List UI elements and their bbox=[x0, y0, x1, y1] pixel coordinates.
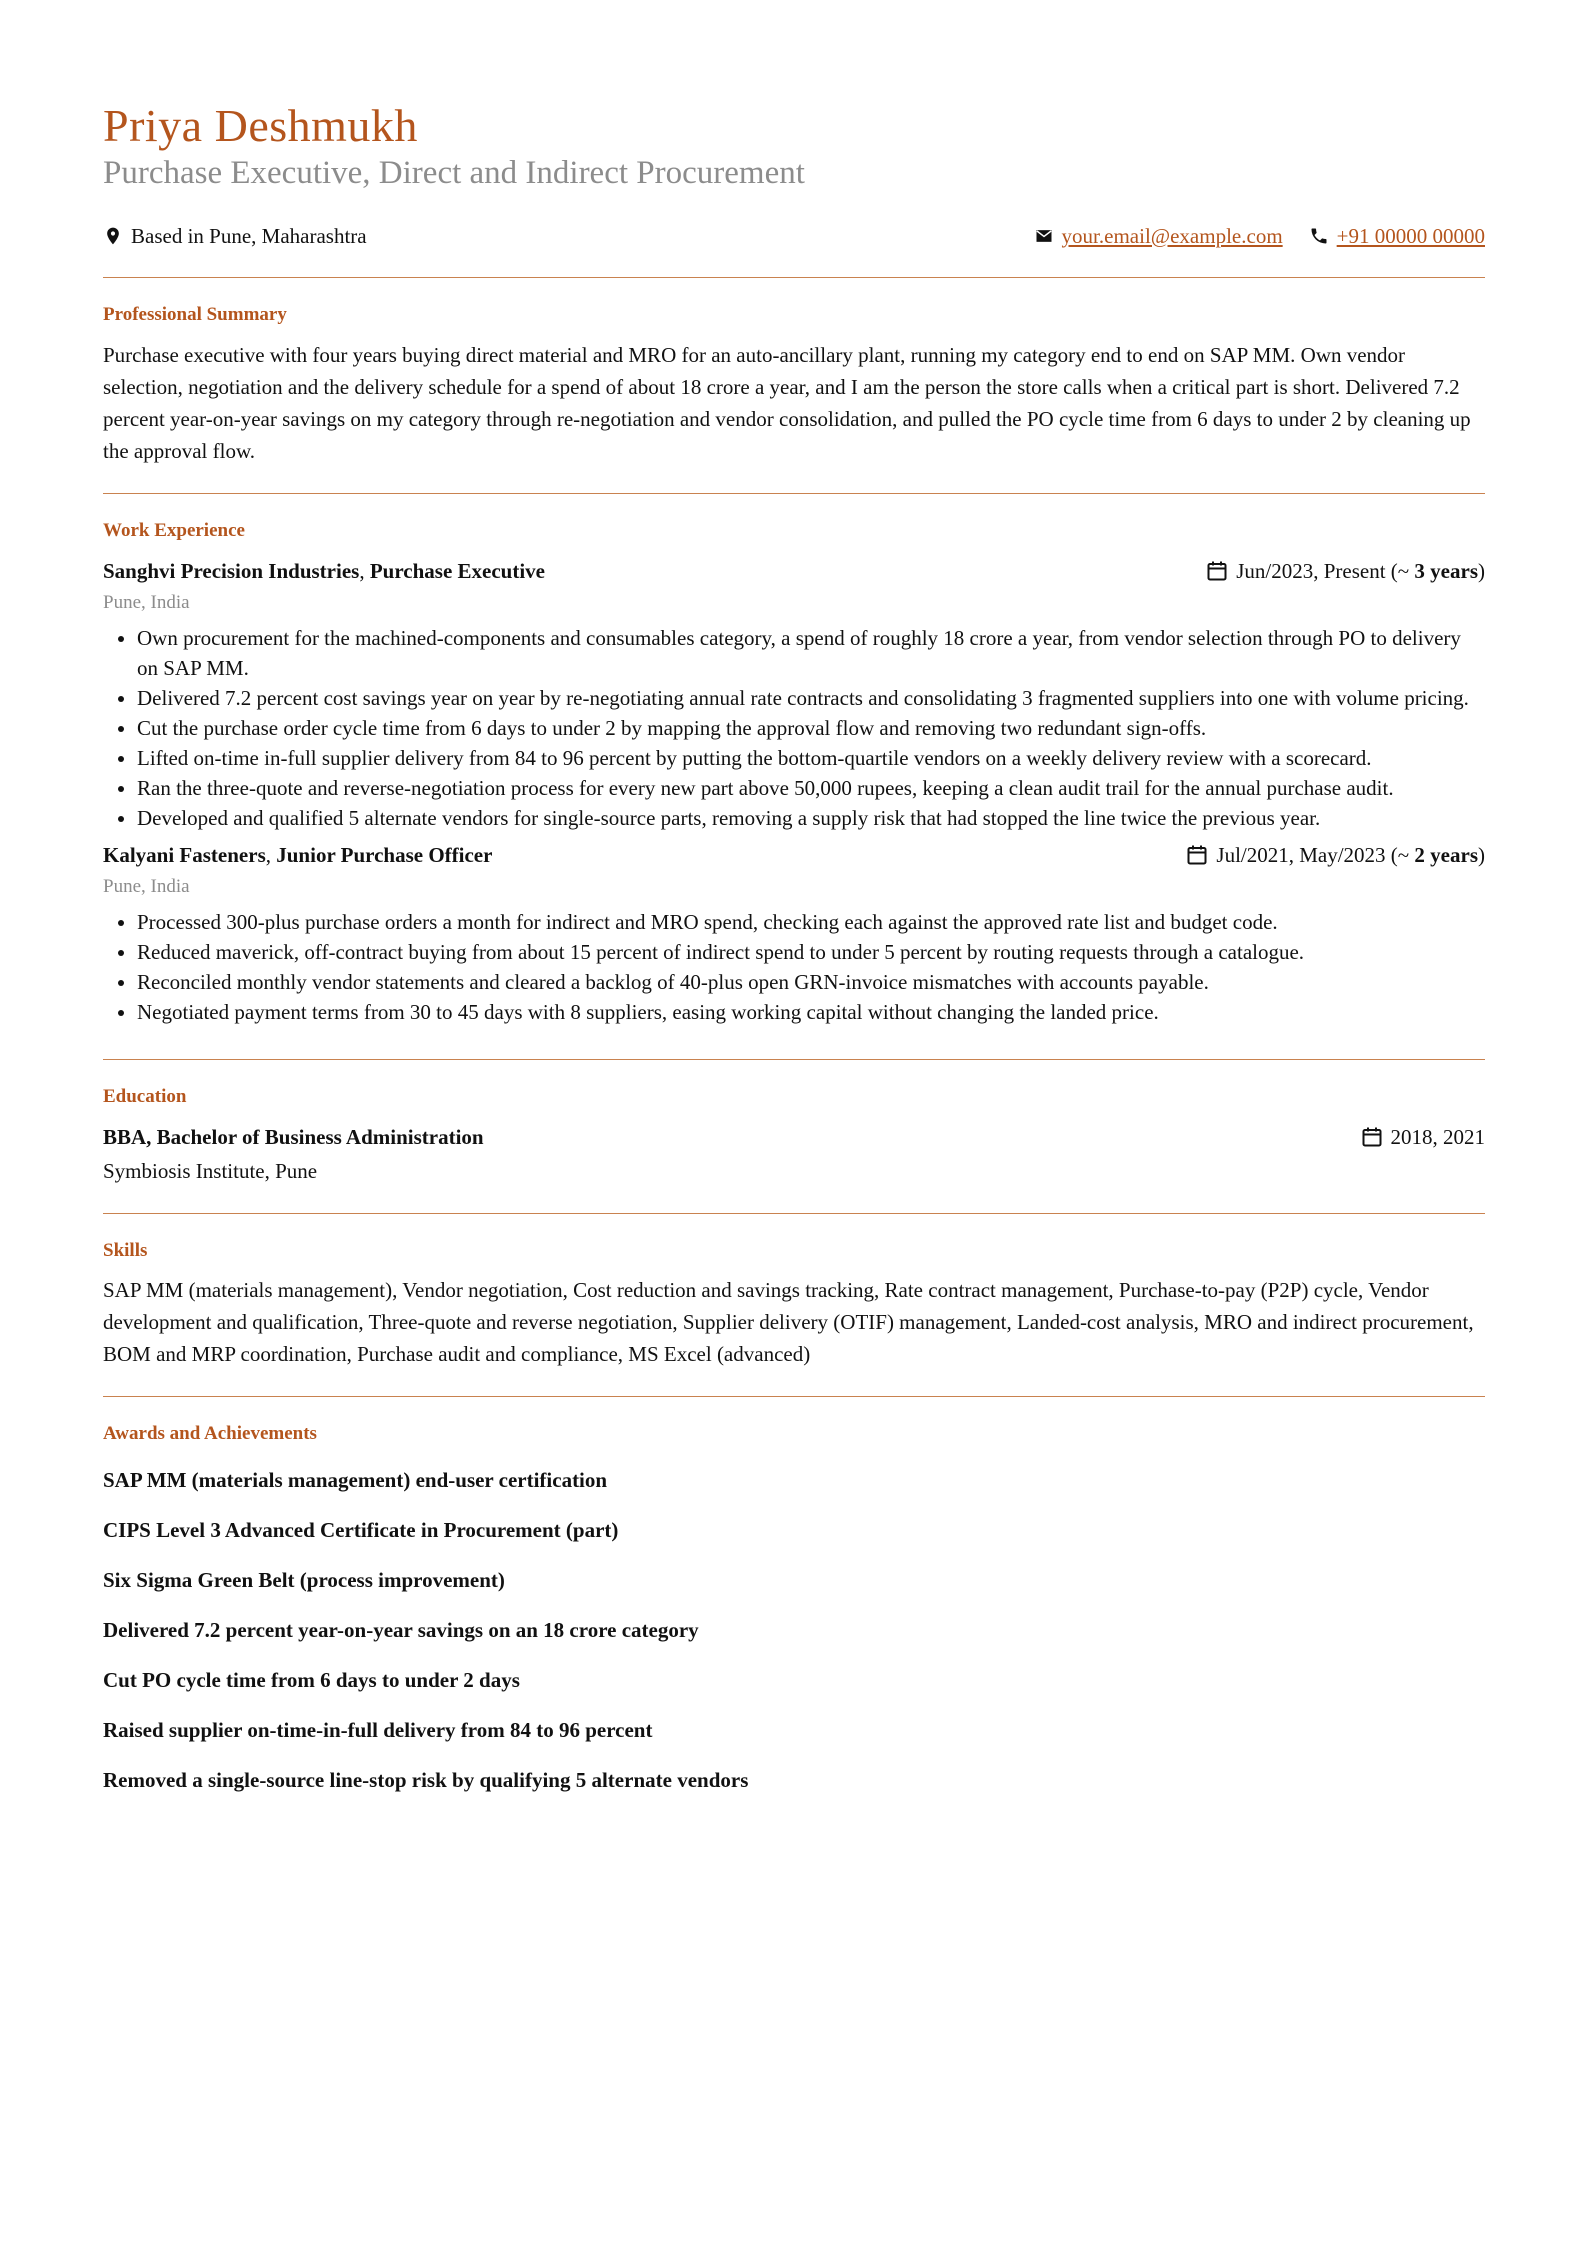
experience-section bbox=[103, 494, 1485, 1059]
education-section bbox=[103, 1060, 1485, 1213]
bullet-item: • Reduced maverick, off-contract buying from about 15 percent of indirect spend to under 5 percent by routing requests through a catalogue. bbox=[137, 937, 1485, 967]
company-name: Sanghvi Precision Industries bbox=[103, 558, 360, 583]
job-header bbox=[103, 555, 1485, 587]
duration: 2 years bbox=[1414, 842, 1478, 867]
job-location: Pune, India bbox=[103, 591, 190, 613]
location-item bbox=[103, 224, 367, 249]
award-item: Six Sigma Green Belt (process improvement) bbox=[103, 1568, 505, 1593]
contact-right bbox=[1034, 224, 1485, 249]
school-name: Symbiosis Institute, Pune bbox=[103, 1158, 318, 1183]
award-item: Cut PO cycle time from 6 days to under 2 days bbox=[103, 1668, 520, 1693]
bullet-item: • Delivered 7.2 percent cost savings year on year by re-negotiating annual rate contracts and consolidating 3 fragmented suppliers into one with volume pricing. bbox=[137, 683, 1485, 713]
job-role: Junior Purchase Officer bbox=[276, 842, 493, 867]
education-dates bbox=[1360, 1121, 1486, 1153]
education-header bbox=[103, 1121, 1485, 1153]
bullet-item: • Negotiated payment terms from 30 to 45 days with 8 suppliers, easing working capital without changing the landed price. bbox=[137, 997, 1485, 1027]
job-dates bbox=[1205, 555, 1485, 587]
map-pin-icon bbox=[103, 226, 123, 246]
date-range: Jun/2023, Present (~ bbox=[1236, 558, 1415, 583]
section-title-summary: Professional Summary bbox=[103, 304, 287, 326]
skills-section bbox=[103, 1214, 1485, 1397]
job-location: Pune, India bbox=[103, 875, 190, 897]
contact-row bbox=[103, 221, 1485, 251]
calendar-icon bbox=[1205, 559, 1229, 583]
phone-item[interactable] bbox=[1309, 224, 1485, 249]
section-title-experience: Work Experience bbox=[103, 519, 245, 541]
email-item[interactable] bbox=[1034, 224, 1283, 249]
job-bullets bbox=[103, 623, 1485, 833]
contact-left bbox=[103, 224, 367, 249]
job-title-line bbox=[103, 555, 545, 587]
calendar-icon bbox=[1360, 1125, 1384, 1149]
summary-section bbox=[103, 278, 1485, 493]
duration: 3 years bbox=[1414, 558, 1478, 583]
bullet-item: • Developed and qualified 5 alternate vendors for single-source parts, removing a supply risk that had stopped the line twice the previous year. bbox=[137, 803, 1485, 833]
bullet-item: • Cut the purchase order cycle time from 6 days to under 2 by mapping the approval flow and removing two redundant sign-offs. bbox=[137, 713, 1485, 743]
job-role: Purchase Executive bbox=[369, 558, 545, 583]
job-header bbox=[103, 839, 1485, 871]
candidate-name: Priya Deshmukh bbox=[103, 100, 418, 151]
job-bullets bbox=[103, 907, 1485, 1027]
date-close: ) bbox=[1478, 558, 1485, 583]
bullet-item: • Reconciled monthly vendor statements and cleared a backlog of 40-plus open GRN-invoice mismatches with accounts payable. bbox=[137, 967, 1485, 997]
candidate-headline: Purchase Executive, Direct and Indirect Procurement bbox=[103, 154, 805, 191]
date-range: Jul/2021, May/2023 (~ bbox=[1216, 842, 1415, 867]
job-title-line bbox=[103, 839, 492, 871]
award-item: CIPS Level 3 Advanced Certificate in Procurement (part) bbox=[103, 1518, 619, 1543]
bullet-item: • Ran the three-quote and reverse-negotiation process for every new part above 50,000 rupees, keeping a clean audit trail for the annual purchase audit. bbox=[137, 773, 1485, 803]
section-title-awards: Awards and Achievements bbox=[103, 1423, 317, 1445]
award-item: Raised supplier on-time-in-full delivery from 84 to 96 percent bbox=[103, 1718, 653, 1743]
date-range: 2018, 2021 bbox=[1390, 1124, 1485, 1149]
section-title-education: Education bbox=[103, 1085, 187, 1107]
location-text: Based in Pune, Maharashtra bbox=[131, 223, 367, 248]
company-name: Kalyani Fasteners bbox=[103, 842, 266, 867]
award-item: Delivered 7.2 percent year-on-year savings on an 18 crore category bbox=[103, 1618, 699, 1643]
envelope-icon bbox=[1034, 226, 1054, 246]
title-separator: , bbox=[265, 842, 277, 867]
date-close: ) bbox=[1478, 842, 1485, 867]
award-item: Removed a single-source line-stop risk by qualifying 5 alternate vendors bbox=[103, 1768, 749, 1793]
job-entry bbox=[103, 839, 1485, 1027]
degree: BBA, Bachelor of Business Administration bbox=[103, 1124, 484, 1149]
summary-text: Purchase executive with four years buying direct material and MRO for an auto-ancillary plant, running my category end to end on SAP MM. Own vendor selection, negotiation and the delivery schedule for a spend of about 18 crore a year, and I am the person the store calls when a critical part is short. Delivered 7.2 percent year-on-year savings on my category through re-negotiation and vendor consolidation, and pulled the PO cycle time from 6 days to under 2 by cleaning up the approval flow. bbox=[103, 342, 1471, 463]
job-entry bbox=[103, 555, 1485, 833]
skills-text: SAP MM (materials management), Vendor negotiation, Cost reduction and savings tracking, Rate contract management, Purchase-to-pay (P2P) cycle, Vendor development and qualification, Three-quote and reverse negotiation, Supplier delivery (OTIF) management, Landed-cost analysis, MRO and indirect procurement, BOM and MRP coordination, Purchase audit and compliance, MS Excel (advanced) bbox=[103, 1278, 1474, 1367]
bullet-item: • Lifted on-time in-full supplier delivery from 84 to 96 percent by putting the bottom-quartile vendors on a weekly delivery review with a scorecard. bbox=[137, 743, 1485, 773]
award-item: SAP MM (materials management) end-user certification bbox=[103, 1468, 608, 1493]
title-separator: , bbox=[359, 558, 370, 583]
phone-icon bbox=[1309, 226, 1329, 246]
phone-link[interactable]: +91 00000 00000 bbox=[1336, 223, 1485, 248]
email-link[interactable]: your.email@example.com bbox=[1061, 223, 1283, 248]
job-dates bbox=[1185, 839, 1485, 871]
bullet-item: • Own procurement for the machined-components and consumables category, a spend of roughly 18 crore a year, from vendor selection through PO to delivery on SAP MM. bbox=[137, 623, 1485, 683]
calendar-icon bbox=[1185, 843, 1209, 867]
awards-section bbox=[103, 1397, 1485, 1822]
section-title-skills: Skills bbox=[103, 1239, 148, 1261]
bullet-item: • Processed 300-plus purchase orders a month for indirect and MRO spend, checking each against the approved rate list and budget code. bbox=[137, 907, 1485, 937]
